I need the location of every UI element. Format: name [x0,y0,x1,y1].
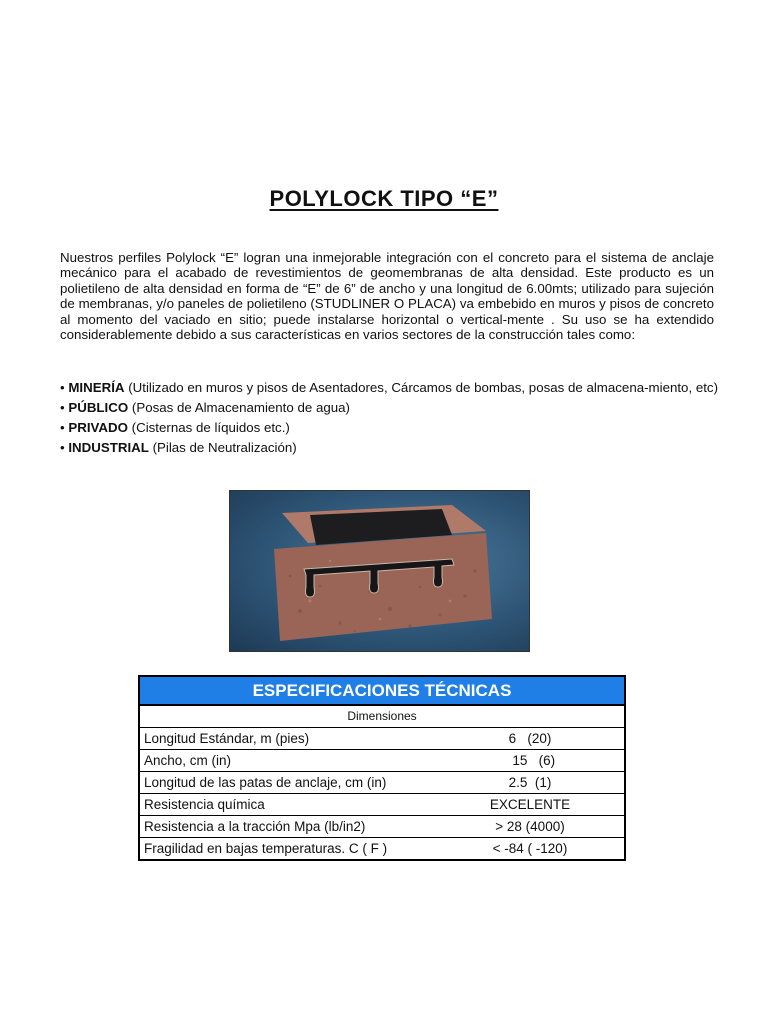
list-item: • MINERÍA (Utilizado en muros y pisos de Asentadores, Cárcamos de bombas, posas de almacena-miento, etc) [60,380,719,395]
list-item: • PÚBLICO (Posas de Almacenamiento de agua) [60,400,350,415]
specs-table [138,675,626,861]
row-label: Resistencia a la tracción Mpa (lb/in2) [144,819,366,834]
list-item: • INDUSTRIAL (Pilas de Neutralización) [60,440,297,455]
table-row [140,816,624,838]
table-row [140,838,624,859]
page-title: POLYLOCK TIPO “E” [269,186,499,211]
sector-desc: (Cisternas de líquidos etc.) [131,420,290,435]
row-label: Ancho, cm (in) [144,753,232,768]
row-value: > 28 (4000) [495,819,565,834]
row-value: < -84 ( -120) [492,841,568,856]
intro-paragraph: Nuestros perfiles Polylock “E” logran una inmejorable integración con el concreto para el sistema de anclaje mecánico para el acabado de revestimientos de geomembranas de alta densidad. Este producto es un polietileno de alta densidad en forma de “E” de 6” de ancho y una longitud de 6.00mts; utilizado para sujeción de membranas, y/o paneles de polietileno (STUDLINER O PLACA) va embebido en muros y pisos de concreto al momento del vaciado en sitio; puede instalarse horizontal o vertical-mente . Su uso se ha extendido considerablemente debido a sus características en varios sectores de la construcción tales como: [60,250,714,343]
row-label: Longitud Estándar, m (pies) [144,731,310,746]
table-row [140,772,624,794]
table-row [140,728,624,750]
row-label: Resistencia química [144,797,265,812]
sector-name: PRIVADO [68,420,128,435]
sector-desc: (Pilas de Neutralización) [152,440,297,455]
specs-subheader: Dimensiones [140,706,624,728]
row-value: EXCELENTE [489,797,571,812]
product-photo [229,490,530,652]
sector-name: PÚBLICO [68,400,129,415]
sector-desc: (Utilizado en muros y pisos de Asentadores, Cárcamos de bombas, posas de almacena-miento, etc) [128,380,719,395]
table-row [140,750,624,772]
row-label: Fragilidad en bajas temperaturas. C ( F ) [144,841,388,856]
row-value: 15 (6) [504,753,556,768]
list-item: • PRIVADO (Cisternas de líquidos etc.) [60,420,290,435]
specs-header: ESPECIFICACIONES TÉCNICAS [140,677,624,706]
row-label: Longitud de las patas de anclaje, cm (in) [144,775,387,790]
sector-desc: (Posas de Almacenamiento de agua) [131,400,350,415]
sector-name: MINERÍA [68,380,125,395]
sector-name: INDUSTRIAL [68,440,149,455]
sector-list [60,378,720,458]
row-value: 6 (20) [508,731,552,746]
row-value: 2.5 (1) [508,775,552,790]
table-row [140,794,624,816]
polylock-block-illustration [230,491,529,651]
